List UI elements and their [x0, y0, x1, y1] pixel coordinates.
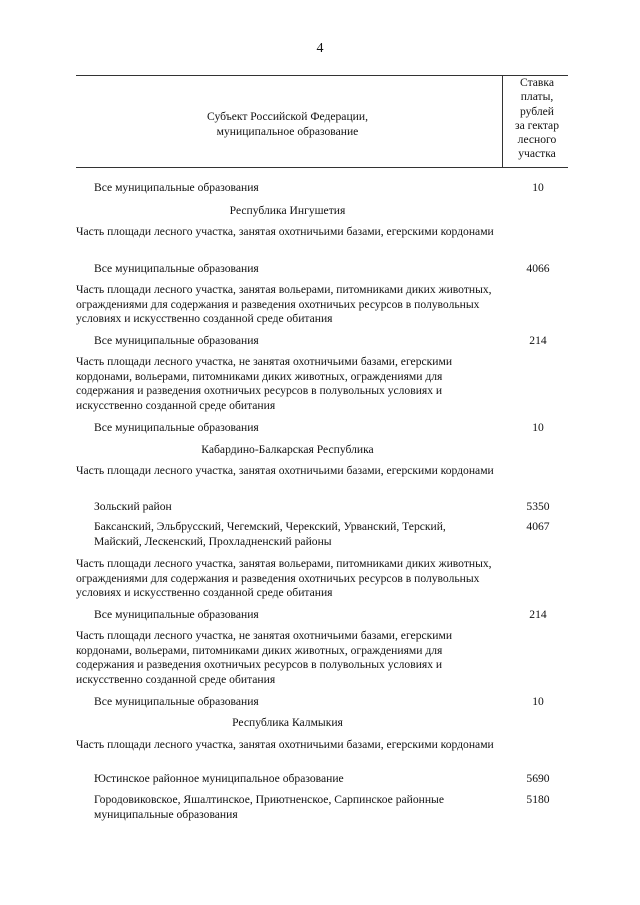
header-rate-column — [507, 76, 567, 162]
region-heading: Кабардино-Балкарская Республика — [201, 443, 374, 456]
header-rate-line: Ставка — [519, 76, 554, 89]
row-rate: 214 — [529, 608, 547, 621]
header-rate-line: рублей — [519, 104, 555, 118]
table-top-border — [76, 75, 568, 76]
row-label: Часть площади лесного участка, не занятая охотничьими базами, егерскими кордонами, вольерами, питомниками диких животных, ограждениями для содержания и разведения охотничьих ресурсов в полувольных условиях и искусственно созданной среде обитания — [76, 629, 453, 686]
row-label: Городовиковское, Яшалтинское, Приютненское, Сарпинское районные муниципальные образования — [94, 793, 444, 821]
row-label: Все муниципальные образования — [94, 334, 259, 347]
header-column-divider — [502, 75, 503, 167]
row-label: Часть площади лесного участка, занятая охотничьими базами, егерскими кордонами — [76, 464, 494, 477]
row-rate: 5690 — [526, 772, 550, 785]
region-heading: Республика Калмыкия — [232, 716, 343, 729]
page-number: 4 — [316, 41, 324, 56]
row-rate: 4067 — [526, 520, 550, 533]
row-label: Все муниципальные образования — [94, 181, 259, 194]
row-label: Все муниципальные образования — [94, 262, 259, 275]
row-label: Часть площади лесного участка, не занятая охотничьими базами, егерскими кордонами, вольерами, питомниками диких животных, ограждениями для содержания и разведения охотничьих ресурсов в полувольных условиях и искусственно созданной среде обитания — [76, 355, 453, 412]
header-subject-line1: Субъект Российской Федерации, — [207, 110, 368, 123]
row-rate: 5350 — [526, 500, 550, 513]
header-rate-line: участка — [518, 147, 556, 161]
header-rate-line: лесного — [517, 133, 557, 147]
header-subject-line2: муниципальное образование — [216, 124, 359, 138]
row-label: Часть площади лесного участка, занятая охотничьими базами, егерскими кордонами — [76, 738, 494, 751]
row-rate: 4066 — [526, 262, 550, 275]
row-label: Часть площади лесного участка, занятая вольерами, питомниками диких животных, ограждениями для содержания и разведения охотничьих ресурсов в полувольных условиях и искусственно созданной среде обитания — [76, 283, 492, 326]
header-subject-column — [76, 110, 499, 139]
row-rate: 214 — [529, 334, 547, 347]
row-label: Все муниципальные образования — [94, 421, 259, 434]
row-label: Баксанский, Эльбрусский, Чегемский, Черекский, Урванский, Терский, Майский, Лескенский, Прохладненский районы — [94, 520, 446, 548]
row-rate: 5180 — [526, 793, 550, 806]
row-rate: 10 — [532, 181, 544, 194]
row-label: Часть площади лесного участка, занятая охотничьими базами, егерскими кордонами — [76, 225, 494, 238]
region-heading: Республика Ингушетия — [229, 204, 346, 217]
row-label: Зольский район — [94, 500, 172, 513]
row-label: Все муниципальные образования — [94, 608, 259, 621]
row-label: Юстинское районное муниципальное образование — [94, 772, 344, 785]
row-rate: 10 — [532, 695, 544, 708]
header-bottom-border — [76, 167, 568, 168]
row-label: Все муниципальные образования — [94, 695, 259, 708]
row-label: Часть площади лесного участка, занятая вольерами, питомниками диких животных, ограждениями для содержания и разведения охотничьих ресурсов в полувольных условиях и искусственно созданной среде обитания — [76, 557, 492, 600]
header-rate-line: за гектар — [514, 118, 559, 132]
row-rate: 10 — [532, 421, 544, 434]
header-rate-line: платы, — [520, 90, 554, 104]
